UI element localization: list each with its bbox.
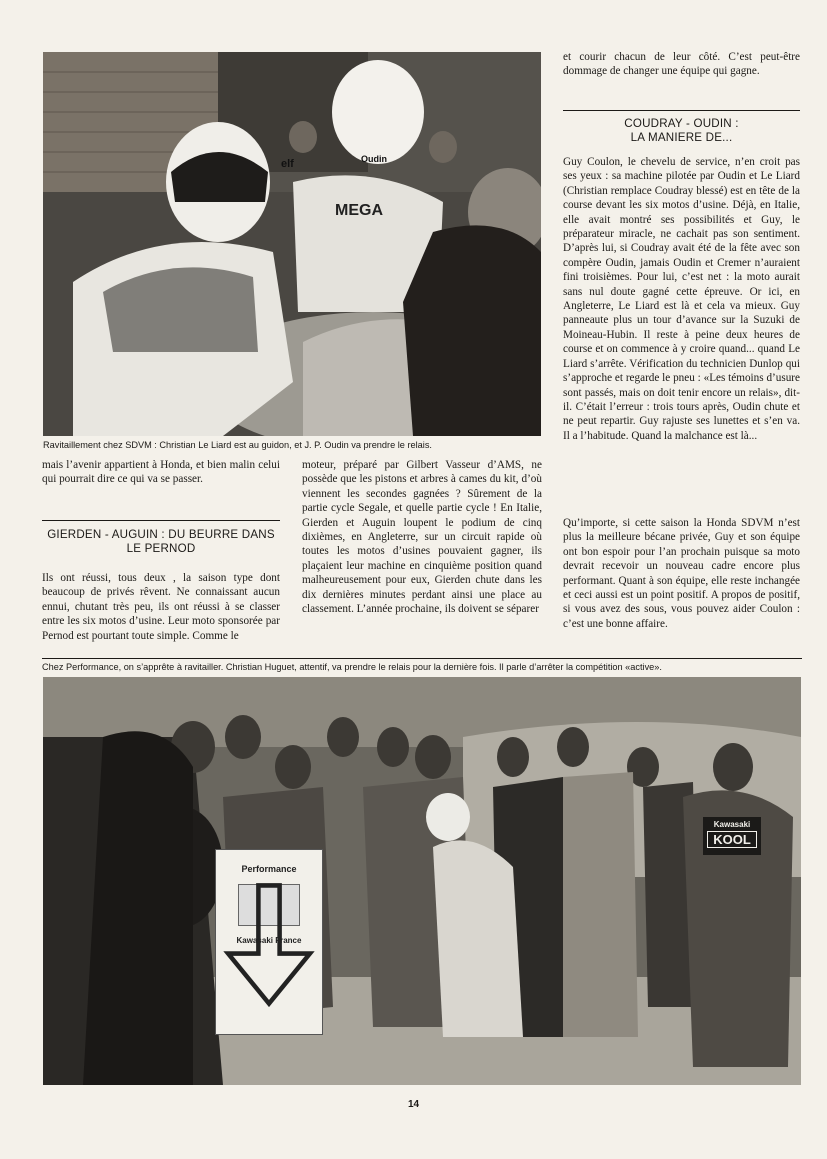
jacket-patch <box>703 817 761 855</box>
right-column-paragraph-2: Qu’importe, si cette saison la Honda SDVM n’est plus la meilleure bécane privée, Guy et son équipe ont bon espoir pour l’an prochain puisque sa moto devrait recevoir un nouveau cadre encore plus performant. Quant à son équipe, elle reste inchangée et ceci aussi est un point positif. A propos de positif, si vous avez des sous, vous pouvez aider Coulon : c’est une bonne affaire. <box>563 517 800 630</box>
right-column-intro: et courir chacun de leur côté. C’est peut-être dommage de changer une équipe qui gagne. <box>563 51 800 78</box>
jacket-sponsor: KOOL <box>707 831 757 848</box>
left-column-body: Ils ont réussi, tous deux , la saison type dont beaucoup de privés rêvent. Ne connaissant aucun ennui, chutant très peu, ils ont réussi à se classer entre les six motos d’usine. Leur moto sponsorée par Pernod est pourtant toute simple. Comme le <box>42 572 280 642</box>
helmet-logo-oudin: Oudin <box>361 154 387 164</box>
right-heading-line-2: LA MANIERE DE... <box>630 131 733 144</box>
left-column-continuation: mais l’avenir appartient à Honda, et bien malin celui qui pourrait dire ce qui va se passer. <box>42 459 280 486</box>
right-heading-rule <box>563 110 800 111</box>
right-column-paragraph-1: Guy Coulon, le chevelu de service, n’en croit pas ses yeux : sa machine pilotée par Oudin et Le Liard (Christian remplace Coudray blessé) est en tête de la course devant les six motos d’usine. Déjà, en Italie, elle avait montré ses possibilités et Guy, le préparateur miracle, ne cachait pas son sentiment. D’après lui, si Coudray avait été de la fête avec son compère Oudin, jamais Oudin et Cremer n’auraient fini troisièmes. Pour lui, c’est net : la moto aurait sans nul doute gagné cette épreuve. Or ici, en Angleterre, Le Liard est là et cela va mieux. Guy panneaute plus un tour d’avance sur la Suzuki de Moineau-Hubin. Il reste à peine deux heures de course et on commence à y croire quand... quand Le Liard s’arrête. Vérification du technicien Dunlop qui s’approche et regarde le pneu : «Les témoins d’usure sont passés, mais on doit tenir encore un relais», dit-il. C’était l’erreur : trois tours après, Oudin chute et ne peut repartir. Guy rajuste ses lunettes et s’en va. Il a l’habitude. Quand la malchance est là... <box>563 156 800 442</box>
bottom-photo <box>43 677 801 1085</box>
left-heading-rule <box>42 520 280 521</box>
bottom-photo-illustration <box>43 677 801 1085</box>
bottom-caption-rule <box>42 658 802 659</box>
left-column-heading: GIERDEN - AUGUIN : DU BEURRE DANS LE PERNOD <box>47 528 275 555</box>
right-heading-line-1: COUDRAY - OUDIN : <box>624 117 739 130</box>
right-column-heading <box>563 117 800 145</box>
page-number: 14 <box>407 1099 420 1110</box>
top-photo-illustration <box>43 52 541 436</box>
pit-board-bottom-label: Kawasaki France <box>236 936 302 945</box>
top-photo <box>43 52 541 436</box>
top-photo-caption: Ravitaillement chez SDVM : Christian Le Liard est au guidon, et J. P. Oudin va prendre le relais. <box>43 440 432 450</box>
suit-logo: MEGA <box>335 202 383 219</box>
bottom-photo-caption: Chez Performance, on s’apprête à ravitailler. Christian Huguet, attentif, va prendre le relais pour la dernière fois. Il parle d’arrêter la compétition «active». <box>42 662 662 672</box>
middle-column-body: moteur, préparé par Gilbert Vasseur d’AMS, ne possède que les pistons et arbres à cames du kit, d’où viennent les secondes gagnées ? Sûrement de la partie cycle Segale, et quelle partie cycle ! En Italie, Gierden et Auguin loupent le podium de cinq dixièmes, en Angleterre, sur un circuit rapide où toutes les motos d’usines pouvaient gagner, ils plaçaient leur machine en cinquième position quand malheureusement pour eux, Gierden chute dans les dix dernières minutes perdant ainsi une place au classement. L’année prochaine, ils doivent se séparer <box>302 459 542 616</box>
pit-board <box>215 849 323 1035</box>
pit-board-top-label: Performance <box>241 864 297 874</box>
jacket-brand: Kawasaki <box>713 820 751 829</box>
arrow-down-icon <box>216 854 322 1038</box>
helmet-logo-elf: elf <box>281 158 294 170</box>
